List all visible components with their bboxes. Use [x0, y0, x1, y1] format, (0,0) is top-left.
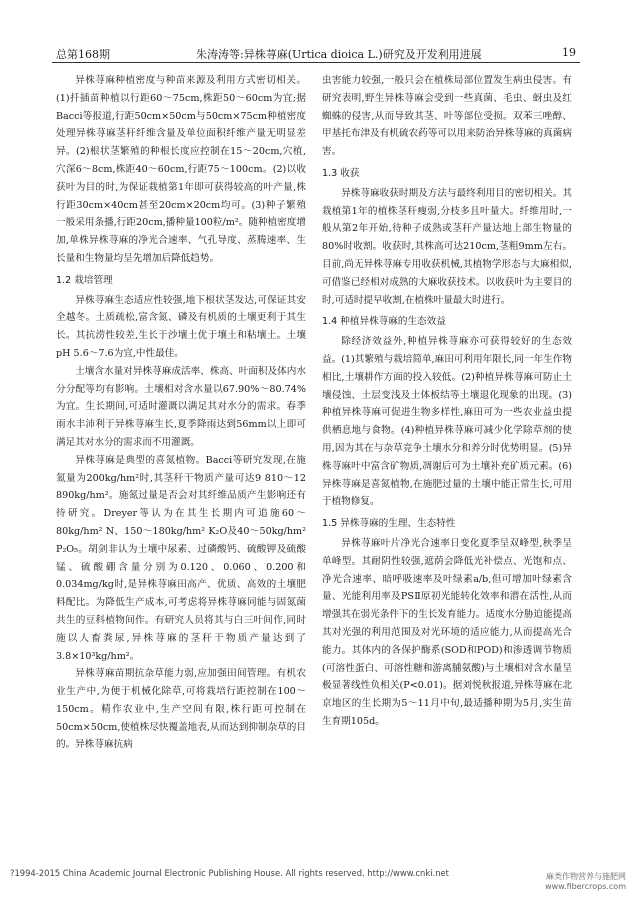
section-heading: 1.5 异株荨麻的生理、生态特性: [322, 518, 456, 530]
copyright-footer: ?1994-2015 China Academic Journal Electronic Publishing House. All rights reserved. http://www.cnki.net: [10, 868, 449, 878]
section-heading: 1.2 栽培管理: [56, 274, 113, 286]
paragraph: 异株荨麻收获时期及方法与最终利用目的密切相关。其栽植第1年的植株茎秆瘦弱,分枝多且叶量大。纤维用时,一般从第2年开始,待种子成熟或茎秆产量达地上部生物量的80%时收割。收获时,其株高可达210cm,茎粗9mm左右。目前,尚无异株荨麻专用收获机械,其植物学形态与大麻相似,可借鉴已经相对成熟的大麻收获技术。以收获叶为主要目的时,可适时提早收割,在植株叶量最大时进行。: [322, 187, 572, 306]
paragraph: 虫害能力较强,一般只会在植株局部位置发生病虫侵害。有研究表明,野生异株荨麻会受到一些真菌、毛虫、蚜虫及红蜘蛛的侵害,从而导致其茎、叶等部位受损。双苯三唑醇、甲基托布津及有机硫农药等可以用来防治异株荨麻的真菌病害。: [322, 75, 572, 158]
left-column: [56, 72, 306, 754]
paragraph: 异株荨麻苗期抗杂草能力弱,应加强田间管理。有机农业生产中,为便于机械化除草,可将栽培行距控制在100～150cm。精作农业中,生产空间有限,株行距可控制在50cm×50cm,使植株尽快覆盖地表,从而达到抑制杂草的目的。异株荨麻抗病: [56, 668, 306, 751]
page-number: 19: [562, 46, 576, 59]
watermark-text: 麻类作物营养与施肥网: [546, 872, 626, 881]
watermark-url: www.fibercrops.com: [545, 882, 626, 891]
paragraph: 土壤含水量对异株荨麻成活率、株高、叶面积及体内水分分配等均有影响。土壤相对含水量以67.90%～80.74%为宜。生长期间,可适时灌溉以满足其对水分的需求。春季雨水丰沛利于异株荨麻生长,夏季降雨达到56mm以上即可满足其对水分的需求而不用灌溉。: [56, 365, 306, 448]
header-rule: [52, 62, 580, 63]
right-column: [322, 72, 572, 731]
paragraph: 异株荨麻叶片净光合速率日变化夏季呈双峰型,秋季呈单峰型。其耐阴性较强,遮荫会降低光补偿点、光饱和点、净光合速率、暗呼吸速率及叶绿素a/b,但可增加叶绿素含量、光能利用率及PSⅡ原初光能转化效率和潜在活性,从而增强其在弱光条件下的生长发育能力。适度水分胁迫能提高其对光强的利用范围及对光环境的适应能力,从而提高光合能力。其体内的各保护酶系(SOD和POD)和渗透调节物质(可溶性蛋白、可溶性糖和游离脯氨酸)与土壤相对含水量呈极显著线性负相关(P<0.01)。据刘悦秋报道,异株荨麻在北京地区的生长期为5～11月中旬,最适播种期为5月,实生苗生育期105d。: [322, 537, 572, 727]
running-header: [56, 42, 576, 64]
paragraph: 除经济效益外,种植异株荨麻亦可获得较好的生态效益。(1)其繁殖与栽培简单,麻田可利用年限长,同一年生作物相比,土壤耕作方面的投入较低。(2)种植异株荨麻可防止土壤侵蚀、土层变浅及土体板结等土壤退化现象的出现。(3)种植异株荨麻可促进生物多样性,麻田可为一些农业益虫提供栖息地与食物。(4)种植异株荨麻可减少化学除草剂的使用,因为其在与杂草竞争土壤水分和养分时优势明显。(5)异株荨麻叶中富含矿物质,凋谢后可为土壤补充矿质元素。(6)异株荨麻是喜氮植物,在施肥过量的土壤中能正常生长,可用于植物修复。: [322, 336, 572, 508]
section-heading: 1.3 收获: [322, 167, 360, 179]
paragraph: 异株荨麻生态适应性较强,地下根状茎发达,可保证其安全越冬。土质疏松,富含氮、磷及有机质的土壤更利于其生长。其抗涝性较差,生长于沙壤土优于壤土和粘壤土。土壤pH 5.6～7.6为宜,中性最佳。: [56, 294, 306, 359]
paragraph: 异株荨麻种植密度与种苗来源及利用方式密切相关。(1)扦插苗种植以行距60～75cm,株距50～60cm为宜;据Bacci等报道,行距50cm×50cm与50cm×75cm种植密度处理异株荨麻茎秆纤维含量及单位面积纤维产量无明显差异。(2)根状茎繁殖的种根长度应控制在15～20cm,穴植,穴深6～8cm,株距40～60cm,行距75～100cm。(2)以收获叶为目的时,为保证栽植第1年即可获得较高的叶产量,株行距30cm×40cm甚至20cm×20cm均可。(3)种子繁殖一般采用条播,行距20cm,播种量100粒/m²。随种植密度增加,单株异株荨麻的净光合速率、气孔导度、蒸腾速率、生长量和生物量均呈先增加后降低趋势。: [56, 75, 306, 264]
watermark: [545, 872, 626, 892]
paragraph: 异株荨麻是典型的喜氮植物。Bacci等研究发现,在施氮量为200kg/hm²时,其茎秆干物质产量可达9 810～12 890kg/hm²。施氮过量是否会对其纤维品质产生影响还有待研究。Dreyer等认为在其生长期内可追施60～80kg/hm² N、150～180kg/hm² K₂O及40～50kg/hm² P₂O₅。胡剑非认为土壤中尿素、过磷酸钙、硫酸钾及硫酸锰、硫酸硼含量分别为0.120、0.060、0.200和0.034mg/kg时,是异株荨麻田高产、优质、高效的土壤肥料配比。为降低生产成本,可考虑将异株荨麻同能与固氮菌共生的豆科植物间作。有研究人员将其与白三叶间作,同时施以人畜粪尿,异株荨麻的茎秆干物质产量达到了3.8×10³kg/hm²。: [56, 454, 306, 662]
running-title: 朱涛涛等:异株荨麻(Urtica dioica L.)研究及开发利用进展: [196, 48, 482, 61]
section-heading: 1.4 种植异株荨麻的生态效益: [322, 316, 446, 328]
issue-number: 总第168期: [56, 48, 110, 61]
